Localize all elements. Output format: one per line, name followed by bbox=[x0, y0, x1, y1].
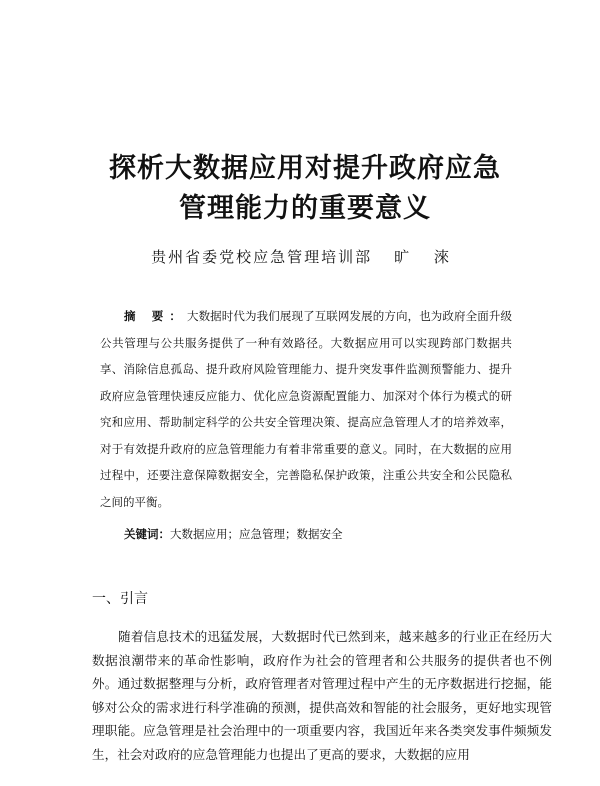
keywords bbox=[124, 526, 343, 542]
section-body-introduction: 随着信息技术的迅猛发展，大数据时代已然到来，越来越多的行业正在经历大数据浪潮带来的革命性影响，政府作为社会的管理者和公共服务的提供者也不例外。通过数据整理与分析，政府管理者对管理过程中产生的无序数据进行挖掘，能够对公众的需求进行科学准确的预测，提供高效和智能的社会服务，更好地实现管理职能。应急管理是社会治理中的一项重要内容，我国近年来各类突发事件频频发生，社会对政府的应急管理能力也提出了更高的要求，大数据的应用 bbox=[92, 629, 552, 762]
abstract-label: 摘 要： bbox=[124, 309, 187, 323]
abstract bbox=[100, 303, 512, 515]
keywords-label: 关键词： bbox=[124, 527, 170, 541]
paper-title-line-2: 管理能力的重要意义 bbox=[179, 193, 431, 224]
abstract-text: 大数据时代为我们展现了互联网发展的方向，也为政府全面升级公共管理与公共服务提供了一种有效路径。大数据应用可以实现跨部门数据共享、消除信息孤岛、提升政府风险管理能力、提升突发事件监测预警能力、提升政府应急管理快速反应能力、优化应急资源配置能力、加深对个体行为模式的研究和应用、帮助制定科学的公共安全管理决策、提高应急管理人才的培养效率，对于有效提升政府的应急管理能力有着非常重要的意义。同时，在大数据的应用过程中，还要注意保障数据安全，完善隐私保护政策，注重公共安全和公民隐私之间的平衡。 bbox=[100, 309, 512, 509]
paper-title-line-1: 探析大数据应用对提升政府应急 bbox=[109, 153, 501, 184]
author-name: 旷 淶 bbox=[394, 248, 459, 266]
author-affiliation: 贵州省委党校应急管理培训部 bbox=[151, 248, 373, 266]
author-line bbox=[60, 246, 550, 267]
keywords-text: 大数据应用；应急管理；数据安全 bbox=[170, 527, 343, 541]
section-heading-introduction: 一、引言 bbox=[92, 591, 148, 607]
